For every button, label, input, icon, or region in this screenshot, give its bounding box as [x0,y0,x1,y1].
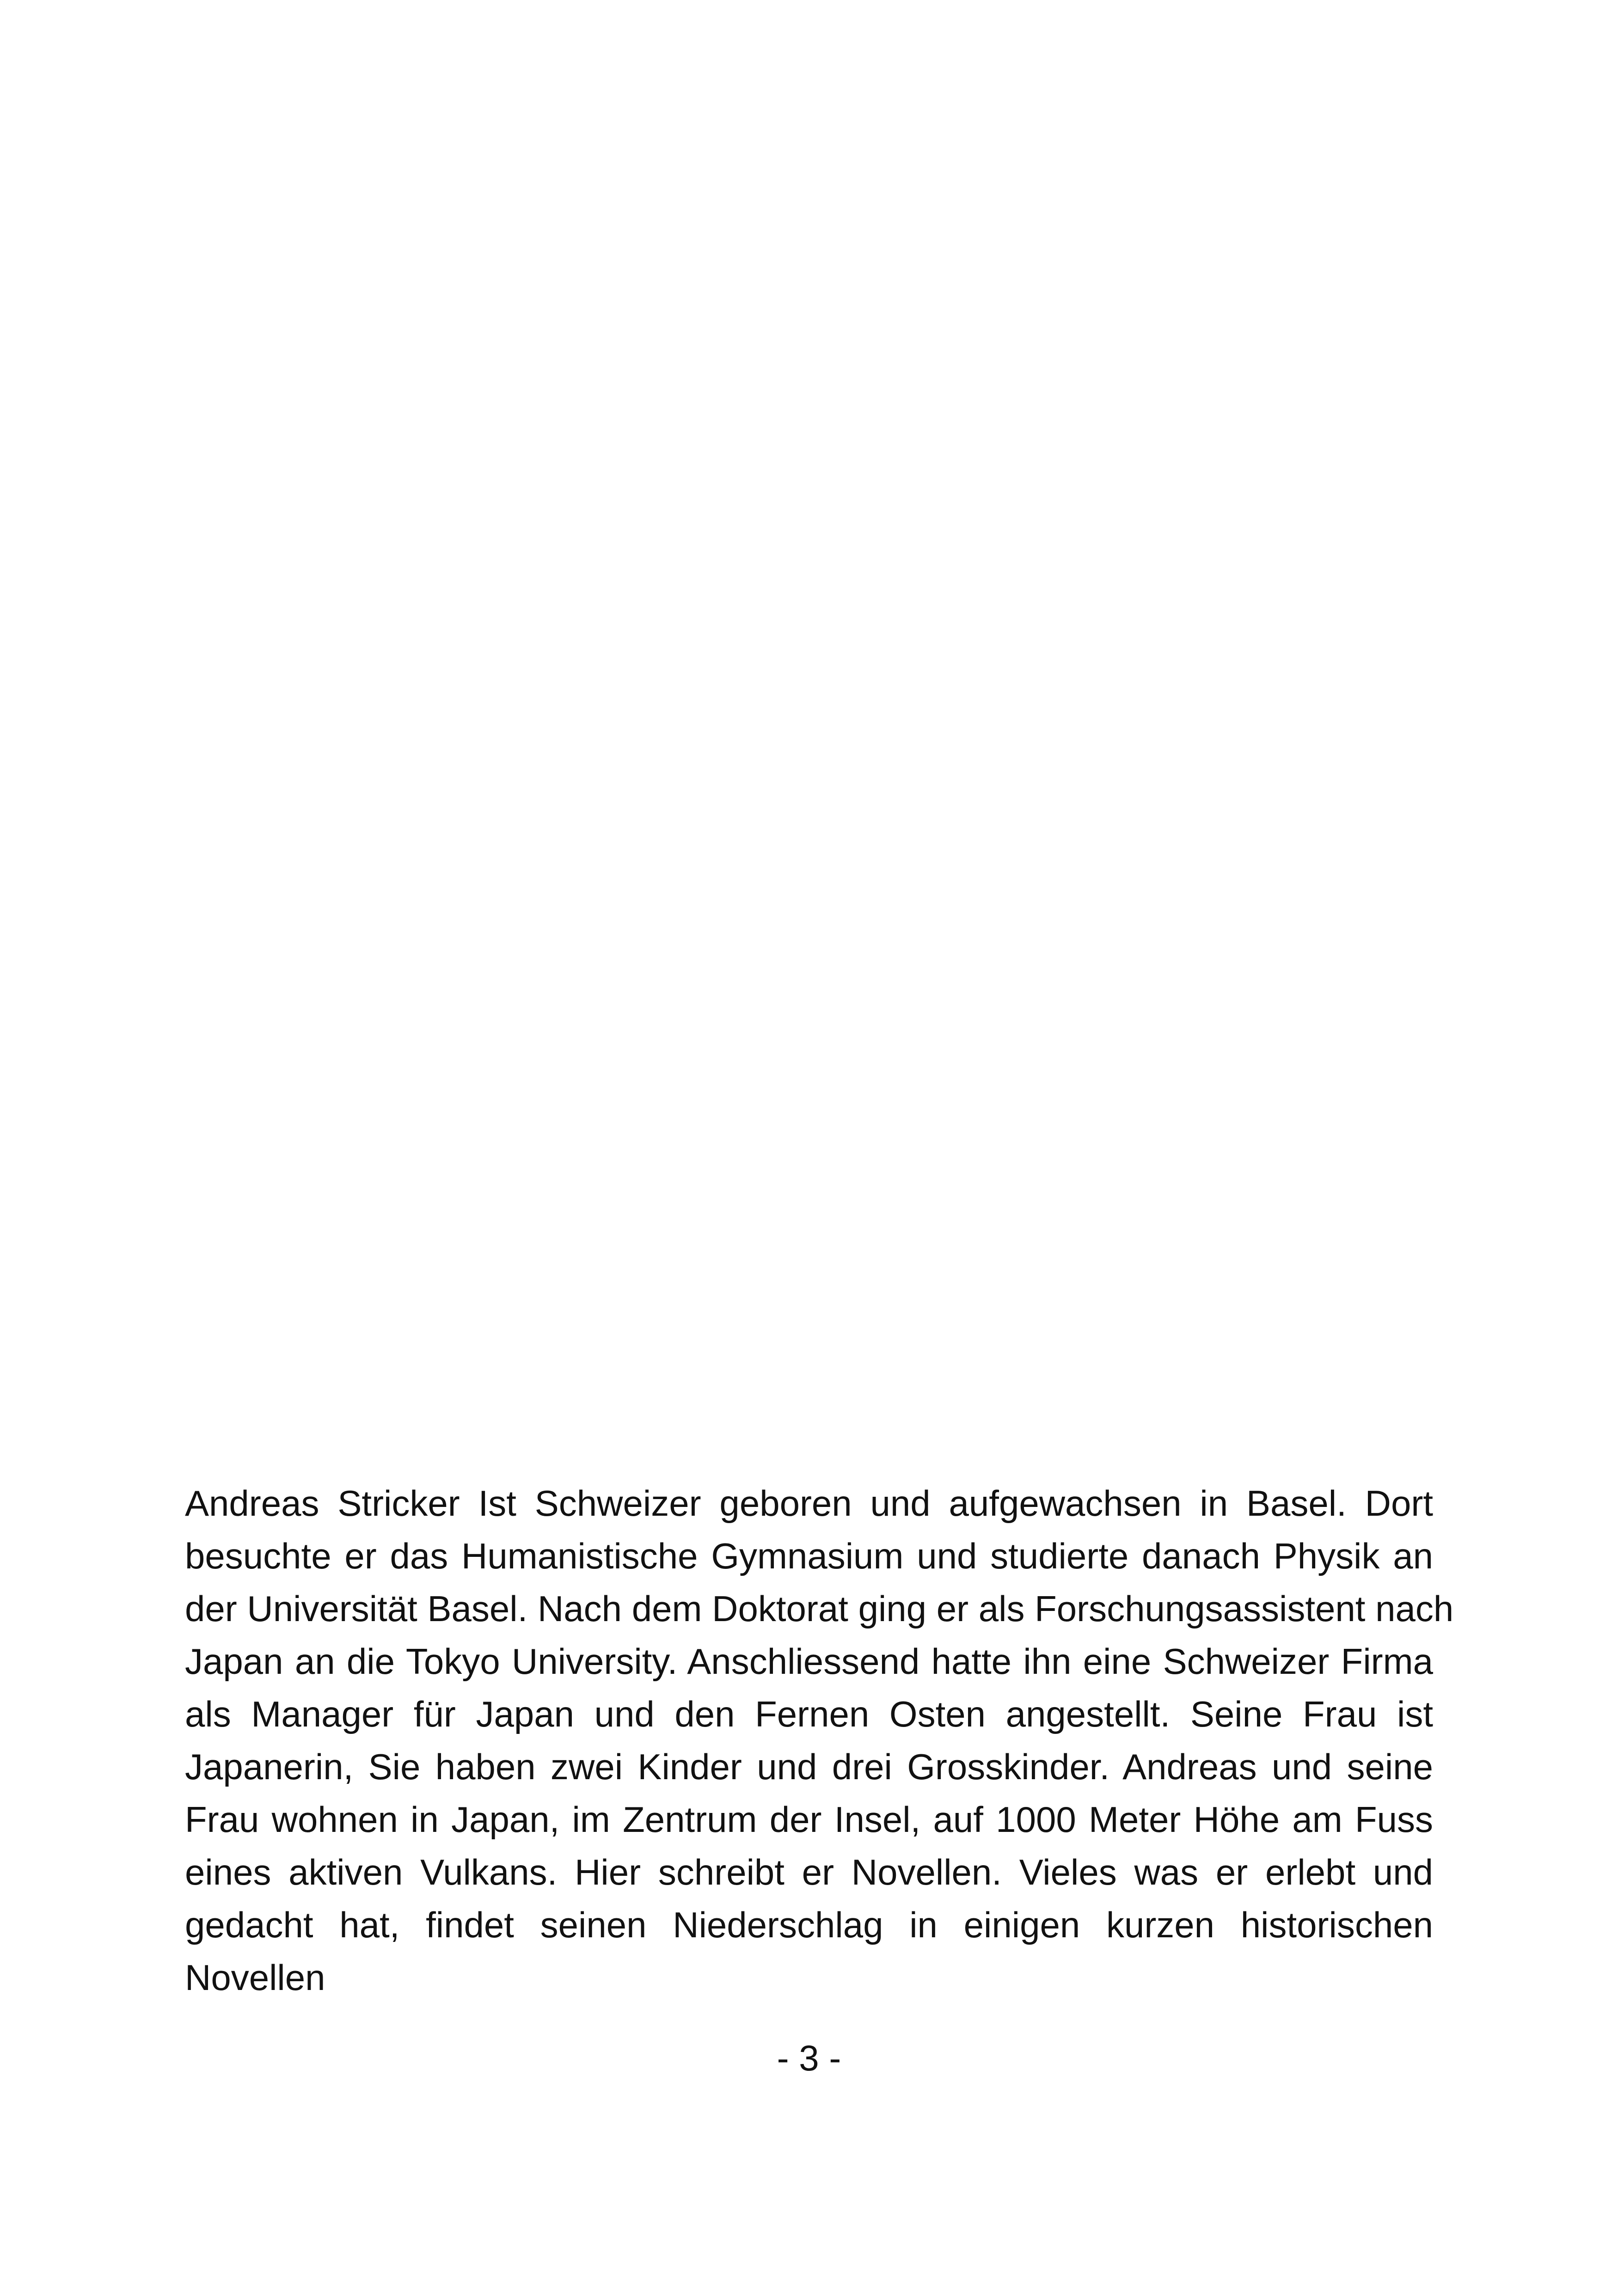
bio-line: Novellen [185,1957,325,1998]
bio-line: gedacht hat, findet seinen Niederschlag in einigen kurzen historischen [185,1904,1433,1945]
bio-line: Andreas Stricker Ist Schweizer geboren und aufgewachsen in Basel. Dort [185,1483,1433,1524]
bio-line: Japan an die Tokyo University. Anschliessend hatte ihn eine Schweizer Firma [185,1641,1433,1682]
bio-line: eines aktiven Vulkans. Hier schreibt er Novellen. Vieles was er erlebt und [185,1852,1433,1892]
bio-line: Japanerin, Sie haben zwei Kinder und drei Grosskinder. Andreas und seine [185,1746,1433,1787]
bio-line: Frau wohnen in Japan, im Zentrum der Insel, auf 1000 Meter Höhe am Fuss [185,1799,1433,1840]
bio-line: als Manager für Japan und den Fernen Osten angestellt. Seine Frau ist [185,1694,1433,1734]
author-biography-paragraph [185,1477,1454,2004]
page-number: - 3 - [777,2038,841,2078]
bio-line: besuchte er das Humanistische Gymnasium und studierte danach Physik an [185,1536,1433,1576]
bio-line: der Universität Basel. Nach dem Doktorat ging er als Forschungsassistent nach [185,1588,1454,1629]
